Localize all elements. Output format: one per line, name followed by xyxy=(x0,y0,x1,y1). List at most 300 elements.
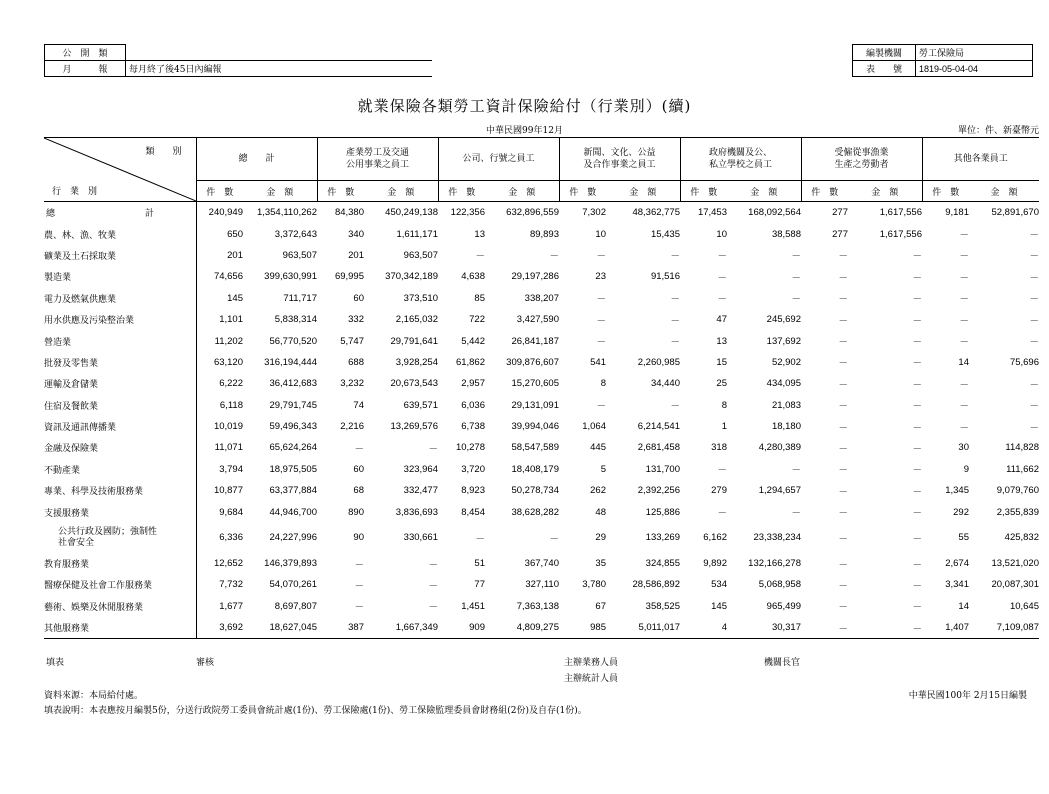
count-cell: 85 xyxy=(474,292,485,304)
count-cell: 445 xyxy=(590,442,606,454)
amount-cell: 8,697,807 xyxy=(274,600,317,612)
count-cell: 318 xyxy=(711,442,727,454)
table-row xyxy=(44,437,1039,458)
amount-cell: 1,617,556 xyxy=(879,228,922,240)
count-cell: 10,278 xyxy=(455,442,485,454)
amount-cell: － xyxy=(912,602,922,614)
amount-column-header: 金 額 xyxy=(848,181,922,202)
row-label: 醫療保健及社會工作服務業 xyxy=(44,574,196,595)
count-cell: － xyxy=(717,294,727,306)
count-cell: － xyxy=(838,272,848,284)
count-cell: － xyxy=(838,443,848,455)
source-note: 資料來源：本局給付處。 xyxy=(44,691,144,701)
amount-cell: 2,260,985 xyxy=(637,356,680,368)
signature-area xyxy=(44,655,1039,683)
count-cell: 35 xyxy=(595,558,606,570)
count-cell: 332 xyxy=(348,314,364,326)
count-cell: 29 xyxy=(595,532,606,544)
count-cell: 10,877 xyxy=(213,485,243,497)
count-cell: 122,356 xyxy=(450,207,485,219)
count-cell: 68 xyxy=(353,485,364,497)
amount-cell: 2,355,839 xyxy=(996,506,1039,518)
count-cell: 5,442 xyxy=(461,335,485,347)
amount-cell: 330,661 xyxy=(403,532,438,544)
header-value: 每月終了後45日內編報 xyxy=(126,61,433,77)
filler-label: 填表 xyxy=(46,658,65,668)
count-cell: 11,071 xyxy=(214,442,243,454)
amount-cell: 52,902 xyxy=(771,356,801,368)
amount-cell: － xyxy=(912,401,922,413)
amount-cell: － xyxy=(1029,422,1039,434)
table-row xyxy=(44,266,1039,287)
corner-bottom-label: 行 業 別 xyxy=(52,187,98,197)
amount-cell: 18,180 xyxy=(771,421,801,433)
amount-cell: － xyxy=(912,358,922,370)
header-label: 公 開 類 xyxy=(45,45,126,61)
count-cell: － xyxy=(838,602,848,614)
count-cell: 8,454 xyxy=(461,506,485,518)
amount-cell: 132,166,278 xyxy=(748,558,801,570)
count-cell: 63,120 xyxy=(213,356,243,368)
group-title-line1: 公司、行號之員工 xyxy=(462,154,535,164)
count-cell: 4 xyxy=(680,617,727,639)
count-cell: 277 xyxy=(832,228,848,240)
count-cell: 47 xyxy=(716,314,727,326)
count-cell: － xyxy=(354,602,364,614)
group-title-line2: 生產之勞動者 xyxy=(834,160,889,170)
count-cell: 279 xyxy=(711,485,727,497)
row-label-line1: 公共行政及國防；強制性 xyxy=(58,526,158,537)
count-cell: 1,064 xyxy=(582,421,606,433)
amount-cell: 1,294,657 xyxy=(758,485,801,497)
amount-cell: 20,087,301 xyxy=(991,579,1039,591)
amount-cell: 56,770,520 xyxy=(269,335,317,347)
amount-cell: 34,440 xyxy=(650,378,680,390)
count-cell: 10 xyxy=(716,228,727,240)
count-cell: 74 xyxy=(353,399,364,411)
amount-cell: 146,379,893 xyxy=(264,558,317,570)
amount-cell: 54,070,261 xyxy=(269,579,317,591)
count-cell: 277 xyxy=(832,207,848,219)
row-label: 專業、科學及技術服務業 xyxy=(44,480,196,501)
count-column-header: 件 數 xyxy=(196,181,243,202)
row-label: 礦業及土石採取業 xyxy=(44,245,196,266)
count-cell: 10,019 xyxy=(213,421,243,433)
amount-cell: － xyxy=(1029,379,1039,391)
group-title-line1: 受僱從事漁業 xyxy=(834,148,889,158)
column-group-header xyxy=(196,138,317,181)
count-cell: 1,451 xyxy=(461,600,485,612)
amount-cell: － xyxy=(912,379,922,391)
column-group-header xyxy=(922,138,1039,181)
count-cell: － xyxy=(959,251,969,263)
count-cell: 7,302 xyxy=(582,207,606,219)
amount-cell: － xyxy=(912,315,922,327)
count-cell: 1,345 xyxy=(945,485,969,497)
count-cell: 67 xyxy=(595,600,606,612)
amount-cell: － xyxy=(428,443,438,455)
amount-cell: 63,377,884 xyxy=(269,485,317,497)
amount-cell: － xyxy=(848,617,922,639)
count-cell: 3,780 xyxy=(582,579,606,591)
amount-column-header: 金 額 xyxy=(364,181,438,202)
amount-cell: 639,571 xyxy=(403,399,438,411)
count-cell: 890 xyxy=(348,506,364,518)
fill-instructions: 填表說明：本表應按月編製5份，分送行政院勞工委員會統計處(1份)、勞工保險處(1份)、勞工保險監理委員會財務組(2份)及自存(1份)。 xyxy=(44,706,587,716)
amount-cell: 50,278,734 xyxy=(511,485,559,497)
count-cell: 17,453 xyxy=(697,207,727,219)
count-cell: 60 xyxy=(353,292,364,304)
amount-cell: － xyxy=(1029,230,1039,242)
table-row xyxy=(44,330,1039,351)
count-cell: 9,181 xyxy=(945,207,969,219)
count-cell: － xyxy=(838,465,848,477)
amount-cell: 75,696 xyxy=(1009,356,1039,368)
amount-cell: 399,630,991 xyxy=(264,271,317,283)
amount-cell: － xyxy=(1029,337,1039,349)
count-cell: 145 xyxy=(711,600,727,612)
amount-cell: 3,836,693 xyxy=(395,506,438,518)
count-cell: － xyxy=(959,422,969,434)
amount-cell: 2,681,458 xyxy=(637,442,680,454)
count-column-header: 件 數 xyxy=(317,181,364,202)
count-cell: 3,794 xyxy=(219,463,243,475)
count-cell: － xyxy=(838,337,848,349)
amount-cell: － xyxy=(428,580,438,592)
group-title-line1: 新聞、文化、公益 xyxy=(583,148,656,158)
count-cell: － xyxy=(838,251,848,263)
count-cell: 69,995 xyxy=(334,271,364,283)
count-cell: 11,202 xyxy=(214,335,243,347)
amount-cell: 323,964 xyxy=(403,463,438,475)
table-row xyxy=(44,574,1039,595)
amount-cell: 58,547,589 xyxy=(511,442,559,454)
amount-cell: － xyxy=(1029,272,1039,284)
amount-cell: 48,362,775 xyxy=(632,207,680,219)
amount-cell: 2,165,032 xyxy=(395,314,438,326)
count-cell: 6,036 xyxy=(461,399,485,411)
count-cell: 340 xyxy=(348,228,364,240)
amount-cell: 1,354,110,262 xyxy=(256,207,317,219)
amount-cell: 29,791,745 xyxy=(269,399,317,411)
amount-cell: 1,617,556 xyxy=(879,207,922,219)
table-row xyxy=(44,352,1039,373)
amount-cell: － xyxy=(912,272,922,284)
count-cell: 13 xyxy=(474,228,485,240)
amount-cell: 38,628,282 xyxy=(511,506,559,518)
reviewer-label: 審核 xyxy=(196,658,215,668)
amount-cell: 711,717 xyxy=(283,292,317,304)
amount-cell: 370,342,189 xyxy=(385,271,438,283)
count-cell: － xyxy=(838,559,848,571)
amount-cell: － xyxy=(912,559,922,571)
table-row xyxy=(44,309,1039,330)
amount-column-header: 金 額 xyxy=(485,181,559,202)
count-cell: 387 xyxy=(317,617,364,639)
business-staff-label: 主辦業務人員 xyxy=(564,658,619,668)
amount-cell: 18,627,045 xyxy=(243,617,317,639)
count-cell: 534 xyxy=(711,579,727,591)
table-row xyxy=(44,523,1039,553)
amount-cell: － xyxy=(1029,401,1039,413)
amount-cell: 332,477 xyxy=(403,485,438,497)
amount-cell: 36,412,683 xyxy=(269,378,317,390)
amount-cell: 373,510 xyxy=(403,292,438,304)
count-cell: － xyxy=(959,294,969,306)
count-cell: 9,684 xyxy=(219,506,243,518)
amount-cell: － xyxy=(791,294,801,306)
amount-cell: － xyxy=(670,401,680,413)
amount-cell: 26,841,187 xyxy=(511,335,559,347)
row-label: 營造業 xyxy=(44,330,196,351)
amount-cell: 29,791,641 xyxy=(390,335,438,347)
count-cell: 25 xyxy=(716,378,727,390)
table-row xyxy=(44,373,1039,394)
count-cell: 74,656 xyxy=(213,271,243,283)
amount-cell: 9,079,760 xyxy=(996,485,1039,497)
count-cell: 6,336 xyxy=(219,532,243,544)
count-cell: 77 xyxy=(474,579,485,591)
count-cell: － xyxy=(354,559,364,571)
amount-cell: 24,227,996 xyxy=(269,532,317,544)
count-cell: － xyxy=(838,422,848,434)
row-label: 資訊及通訊傳播業 xyxy=(44,416,196,437)
count-cell: － xyxy=(838,401,848,413)
amount-cell: 18,408,179 xyxy=(511,463,559,475)
column-group-header xyxy=(801,138,922,181)
amount-cell: 1,667,349 xyxy=(364,617,438,639)
count-cell: 48 xyxy=(595,506,606,518)
count-cell: 9,892 xyxy=(703,558,727,570)
amount-cell: 15,270,605 xyxy=(511,378,559,390)
count-cell: 90 xyxy=(353,532,364,544)
header-right-box xyxy=(852,44,1033,77)
row-label: 住宿及餐飲業 xyxy=(44,395,196,416)
row-label: 製造業 xyxy=(44,266,196,287)
row-label: 批發及零售業 xyxy=(44,352,196,373)
amount-cell: － xyxy=(912,294,922,306)
row-label: 農、林、漁、牧業 xyxy=(44,223,196,244)
row-label: 其他服務業 xyxy=(44,617,196,639)
amount-cell: － xyxy=(912,533,922,545)
amount-cell: 89,893 xyxy=(529,228,559,240)
amount-column-header: 金 額 xyxy=(243,181,317,202)
count-cell: － xyxy=(959,337,969,349)
amount-cell: － xyxy=(912,251,922,263)
amount-cell: 7,109,087 xyxy=(969,617,1039,639)
count-cell: 722 xyxy=(469,314,485,326)
amount-cell: 963,507 xyxy=(282,249,317,261)
count-cell: 60 xyxy=(353,463,364,475)
count-cell: 985 xyxy=(559,617,606,639)
amount-cell: 18,975,505 xyxy=(269,463,317,475)
row-label: 電力及燃氣供應業 xyxy=(44,288,196,309)
amount-cell: － xyxy=(1029,294,1039,306)
count-cell: 4,638 xyxy=(461,271,485,283)
amount-cell: 6,214,541 xyxy=(637,421,680,433)
row-label xyxy=(44,523,196,553)
amount-cell: 4,809,275 xyxy=(485,617,559,639)
count-cell: 3,720 xyxy=(461,463,485,475)
count-cell: 292 xyxy=(953,506,969,518)
count-cell: － xyxy=(959,379,969,391)
count-cell: － xyxy=(475,533,485,545)
count-cell: 12,652 xyxy=(213,558,243,570)
count-cell: － xyxy=(354,443,364,455)
count-cell: － xyxy=(717,251,727,263)
count-cell: 23 xyxy=(595,271,606,283)
count-cell: － xyxy=(838,580,848,592)
group-title-line2: 及合作事業之員工 xyxy=(583,160,656,170)
amount-cell: － xyxy=(791,272,801,284)
amount-cell: － xyxy=(912,465,922,477)
count-cell: － xyxy=(475,251,485,263)
count-cell: － xyxy=(596,251,606,263)
count-cell: 1,407 xyxy=(922,617,969,639)
count-cell: － xyxy=(838,358,848,370)
corner-top-label: 類 別 xyxy=(145,147,182,157)
count-cell: 30 xyxy=(958,442,969,454)
table-row xyxy=(44,501,1039,522)
amount-cell: 1,611,171 xyxy=(396,228,438,240)
row-label: 運輸及倉儲業 xyxy=(44,373,196,394)
unit-label: 單位：件、新臺幣元 xyxy=(957,126,1039,136)
count-column-header: 件 數 xyxy=(680,181,727,202)
amount-cell: 5,068,958 xyxy=(758,579,801,591)
amount-cell: 30,317 xyxy=(727,617,801,639)
count-cell: － xyxy=(354,580,364,592)
row-label: 教育服務業 xyxy=(44,553,196,574)
amount-cell: － xyxy=(912,443,922,455)
amount-cell: － xyxy=(912,508,922,520)
count-cell: 2,216 xyxy=(340,421,364,433)
amount-cell: － xyxy=(912,486,922,498)
amount-cell: 10,645 xyxy=(1009,600,1039,612)
count-cell: － xyxy=(801,617,848,639)
amount-cell: － xyxy=(670,294,680,306)
count-cell: － xyxy=(838,294,848,306)
table-row xyxy=(44,202,1039,224)
count-cell: － xyxy=(959,272,969,284)
amount-cell: 425,832 xyxy=(1004,532,1039,544)
amount-cell: － xyxy=(428,602,438,614)
count-cell: － xyxy=(838,379,848,391)
amount-cell: 111,662 xyxy=(1006,463,1039,475)
group-title-line2: 私立學校之員工 xyxy=(708,160,772,170)
amount-cell: － xyxy=(912,422,922,434)
amount-cell: 5,838,314 xyxy=(274,314,317,326)
amount-cell: 20,673,543 xyxy=(390,378,438,390)
count-cell: － xyxy=(959,230,969,242)
row-label: 金融及保險業 xyxy=(44,437,196,458)
count-cell: 2,674 xyxy=(945,558,969,570)
count-cell: 61,862 xyxy=(455,356,485,368)
count-cell: 8,923 xyxy=(461,485,485,497)
count-cell: 909 xyxy=(438,617,485,639)
amount-cell: － xyxy=(549,533,559,545)
count-cell: 201 xyxy=(227,249,243,261)
amount-cell: 13,521,020 xyxy=(991,558,1039,570)
count-cell: 3,692 xyxy=(196,617,243,639)
count-cell: 688 xyxy=(348,356,364,368)
count-cell: 14 xyxy=(958,600,969,612)
column-group-header xyxy=(317,138,438,181)
count-cell: 6,738 xyxy=(461,421,485,433)
amount-cell: 38,588 xyxy=(771,228,801,240)
column-group-header xyxy=(438,138,559,181)
row-label: 藝術、娛樂及休閒服務業 xyxy=(44,596,196,617)
header-left-box xyxy=(44,44,432,77)
header-value: 1819-05-04-04 xyxy=(916,61,1033,77)
count-cell: － xyxy=(717,272,727,284)
count-cell: 7,732 xyxy=(219,579,243,591)
amount-cell: 965,499 xyxy=(766,600,801,612)
group-title-line1: 政府機關及公、 xyxy=(708,148,772,158)
amount-cell: 137,692 xyxy=(766,335,801,347)
count-cell: 650 xyxy=(227,228,243,240)
count-cell: 3,341 xyxy=(945,579,969,591)
count-column-header: 件 數 xyxy=(438,181,485,202)
header-label: 表 號 xyxy=(853,61,916,77)
amount-cell: 324,855 xyxy=(645,558,680,570)
row-label: 用水供應及污染整治業 xyxy=(44,309,196,330)
compile-date: 中華民國100年 2月15日編製 xyxy=(908,691,1027,701)
count-column-header: 件 數 xyxy=(922,181,969,202)
amount-cell: 450,249,138 xyxy=(385,207,438,219)
count-cell: 240,949 xyxy=(208,207,243,219)
amount-cell: 338,207 xyxy=(524,292,559,304)
amount-cell: － xyxy=(791,251,801,263)
amount-cell: － xyxy=(428,559,438,571)
amount-cell: 29,197,286 xyxy=(511,271,559,283)
amount-cell: 434,095 xyxy=(766,378,801,390)
count-cell: 262 xyxy=(590,485,606,497)
count-cell: 145 xyxy=(227,292,243,304)
amount-cell: 168,092,564 xyxy=(748,207,801,219)
amount-cell: － xyxy=(670,315,680,327)
count-cell: － xyxy=(596,315,606,327)
amount-cell: 3,427,590 xyxy=(516,314,559,326)
table-row xyxy=(44,596,1039,617)
amount-cell: 13,269,576 xyxy=(390,421,438,433)
amount-cell: 358,525 xyxy=(645,600,680,612)
amount-cell: 3,372,643 xyxy=(274,228,317,240)
count-cell: 14 xyxy=(958,356,969,368)
amount-cell: － xyxy=(549,251,559,263)
amount-cell: － xyxy=(1029,251,1039,263)
count-cell: － xyxy=(959,315,969,327)
column-group-header xyxy=(680,138,801,181)
amount-cell: 114,828 xyxy=(1005,442,1039,454)
group-title-line1: 產業勞工及交通 xyxy=(345,148,409,158)
count-cell: 2,957 xyxy=(461,378,485,390)
row-label: 支援服務業 xyxy=(44,501,196,522)
group-title-line1: 總 計 xyxy=(238,154,275,164)
count-cell: 15 xyxy=(716,356,727,368)
amount-cell: 131,700 xyxy=(645,463,680,475)
amount-column-header: 金 額 xyxy=(606,181,680,202)
page-title: 就業保險各類勞工資計保險給付（行業別）(續) xyxy=(357,97,692,115)
amount-cell: 133,269 xyxy=(645,532,680,544)
amount-cell: 327,110 xyxy=(525,579,559,591)
count-cell: 8 xyxy=(600,378,606,390)
count-cell: － xyxy=(838,508,848,520)
amount-cell: 52,891,670 xyxy=(991,207,1039,219)
table-row xyxy=(44,480,1039,501)
count-cell: 13 xyxy=(716,335,727,347)
amount-cell: 3,928,254 xyxy=(395,356,438,368)
count-cell: － xyxy=(838,533,848,545)
